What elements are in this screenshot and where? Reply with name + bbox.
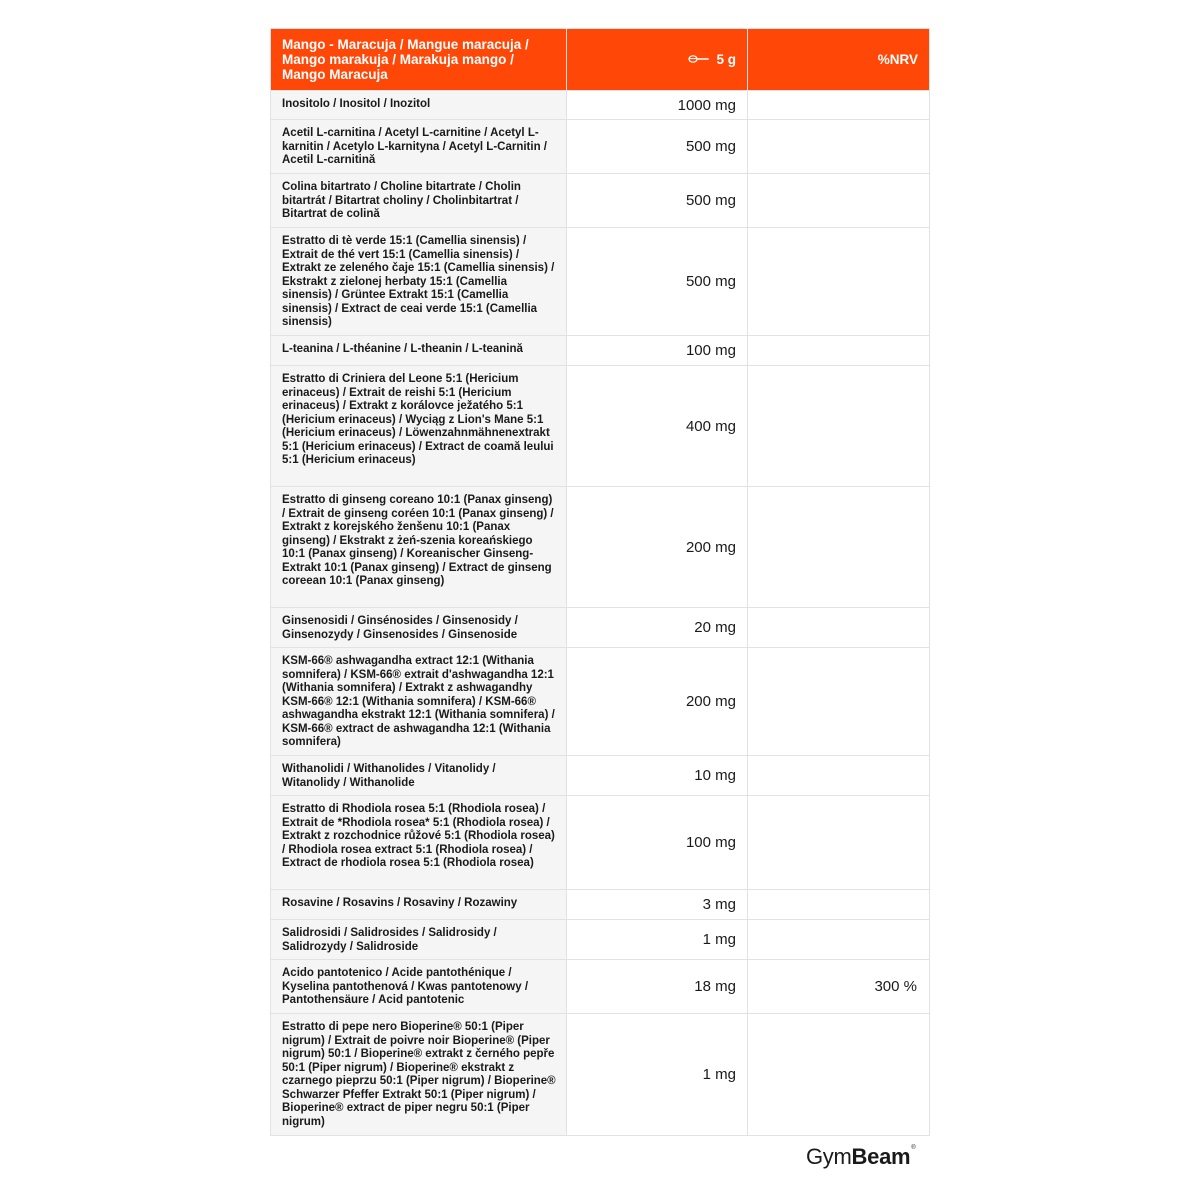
row-nrv [748,174,930,228]
table-row [271,648,930,756]
row-nutrient-name: Withanolidi / Withanolides / Vitanolidy / Witanolidy / Withanolide [271,756,567,796]
table-row [271,756,930,796]
row-amount: 200 mg [567,487,748,608]
row-nutrient-name: Estratto di tè verde 15:1 (Camellia sinensis) / Extrait de thé vert 15:1 (Camellia sinensis) / Extrakt ze zeleného čaje 15:1 (Camellia sinensis) / Ekstrakt z zielonej herbaty 15:1 (Camellia sinensis) / Grüntee Extrakt 15:1 (Camellia sinensis) / Extract de ceai verde 15:1 (Camellia sinensis) [271,228,567,336]
table-row [271,174,930,228]
row-nutrient-name: L-teanina / L-théanine / L-theanin / L-teanină [271,336,567,366]
row-nutrient-name: Estratto di Criniera del Leone 5:1 (Hericium erinaceus) / Extrait de reishi 5:1 (Hericium erinaceus) / Extrakt z korálovce ježatého 5:1 (Hericium erinaceus) / Wyciąg z Lion's Mane 5:1 (Hericium erinaceus) / Löwenzahnmähnenextrakt 5:1 (Hericium erinaceus) / Extract de coamă leului 5:1 (Hericium erinaceus) [271,366,567,487]
header-serving-amount: 5 g [716,51,736,67]
row-amount: 1 mg [567,1014,748,1136]
row-amount: 500 mg [567,174,748,228]
row-nutrient-name: Colina bitartrato / Choline bitartrate / Cholin bitartrát / Bitartrat choliny / Cholinbitartrat / Bitartrat de colină [271,174,567,228]
table-row [271,120,930,174]
row-nutrient-name: Rosavine / Rosavins / Rosaviny / Rozawiny [271,890,567,920]
row-nrv [748,608,930,648]
table-row [271,1014,930,1136]
row-nrv [748,890,930,920]
row-amount: 3 mg [567,890,748,920]
row-amount: 100 mg [567,796,748,890]
row-nutrient-name: Salidrosidi / Salidrosides / Salidrosidy / Salidrozydy / Salidroside [271,920,567,960]
nutrition-table [270,28,930,1136]
scoop-icon [688,54,710,64]
row-nrv [748,648,930,756]
table-header-row [271,29,930,91]
table-row [271,487,930,608]
row-nrv [748,920,930,960]
row-amount: 18 mg [567,960,748,1014]
row-nutrient-name: Estratto di Rhodiola rosea 5:1 (Rhodiola rosea) / Extrait de *Rhodiola rosea* 5:1 (Rhodiola rosea) / Extrakt z rozchodnice růžové 5:1 (Rhodiola rosea) / Rhodiola rosea extract 5:1 (Rhodiola rosea) / Extract de rhodiola rosea 5:1 (Rhodiola rosea) [271,796,567,890]
table-row [271,228,930,336]
row-amount: 400 mg [567,366,748,487]
row-nutrient-name: Ginsenosidi / Ginsénosides / Ginsenosidy / Ginsenozydy / Ginsenosides / Ginsenoside [271,608,567,648]
row-amount: 200 mg [567,648,748,756]
table-row [271,890,930,920]
row-nutrient-name: KSM-66® ashwagandha extract 12:1 (Withania somnifera) / KSM-66® extrait d'ashwagandha 12:1 (Withania somnifera) / Extrakt z ashwagandhy KSM-66® 12:1 (Withania somnifera) / KSM-66® ashwagandha ekstrakt 12:1 (Withania somnifera) / KSM-66® extract de ashwagandha 12:1 (Withania somnifera) [271,648,567,756]
header-serving [567,29,748,91]
row-nrv [748,366,930,487]
table-row [271,366,930,487]
row-amount: 1 mg [567,920,748,960]
row-amount: 1000 mg [567,91,748,120]
row-nutrient-name: Estratto di pepe nero Bioperine® 50:1 (Piper nigrum) / Extrait de poivre noir Bioperine® (Piper nigrum) 50:1 / Bioperine® extrakt z černého pepře 50:1 (Piper nigrum) / Bioperine® ekstrakt z czarnego pieprzu 50:1 (Piper nigrum) / Bioperine® Schwarzer Pfeffer Extrakt 50:1 (Piper nigrum) / Bioperine® extract de piper negru 50:1 (Piper nigrum) [271,1014,567,1136]
gymbeam-logo: GymBeam® [806,1144,916,1169]
row-nrv [748,1014,930,1136]
row-nrv [748,756,930,796]
row-nutrient-name: Acido pantotenico / Acide pantothénique / Kyselina pantothenová / Kwas pantotenowy / Pantothensäure / Acid pantotenic [271,960,567,1014]
header-flavor-name: Mango - Maracuja / Mangue maracuja / Mango marakuja / Marakuja mango / Mango Maracuja [271,29,567,91]
row-nutrient-name: Inositolo / Inositol / Inozitol [271,91,567,120]
row-nrv [748,228,930,336]
row-nrv: 300 % [748,960,930,1014]
row-nrv [748,796,930,890]
row-nutrient-name: Acetil L-carnitina / Acetyl L-carnitine / Acetyl L-karnitin / Acetylo L-karnityna / Acetyl L-Carnitin / Acetil L-carnitină [271,120,567,174]
row-nrv [748,487,930,608]
row-nrv [748,336,930,366]
row-nutrient-name: Estratto di ginseng coreano 10:1 (Panax ginseng) / Extrait de ginseng coréen 10:1 (Panax ginseng) / Extrakt z korejského ženšenu 10:1 (Panax ginseng) / Ekstrakt z żeń-szenia koreańskiego 10:1 (Panax ginseng) / Koreanischer Ginseng-Extrakt 10:1 (Panax ginseng) / Extract de ginseng coreean 10:1 (Panax ginseng) [271,487,567,608]
row-amount: 500 mg [567,120,748,174]
table-row [271,608,930,648]
table-row [271,960,930,1014]
table-row [271,336,930,366]
table-row [271,91,930,120]
row-nrv [748,120,930,174]
row-amount: 10 mg [567,756,748,796]
row-amount: 500 mg [567,228,748,336]
row-amount: 20 mg [567,608,748,648]
row-nrv [748,91,930,120]
table-row [271,796,930,890]
table-row [271,920,930,960]
row-amount: 100 mg [567,336,748,366]
header-nrv: %NRV [748,29,930,91]
